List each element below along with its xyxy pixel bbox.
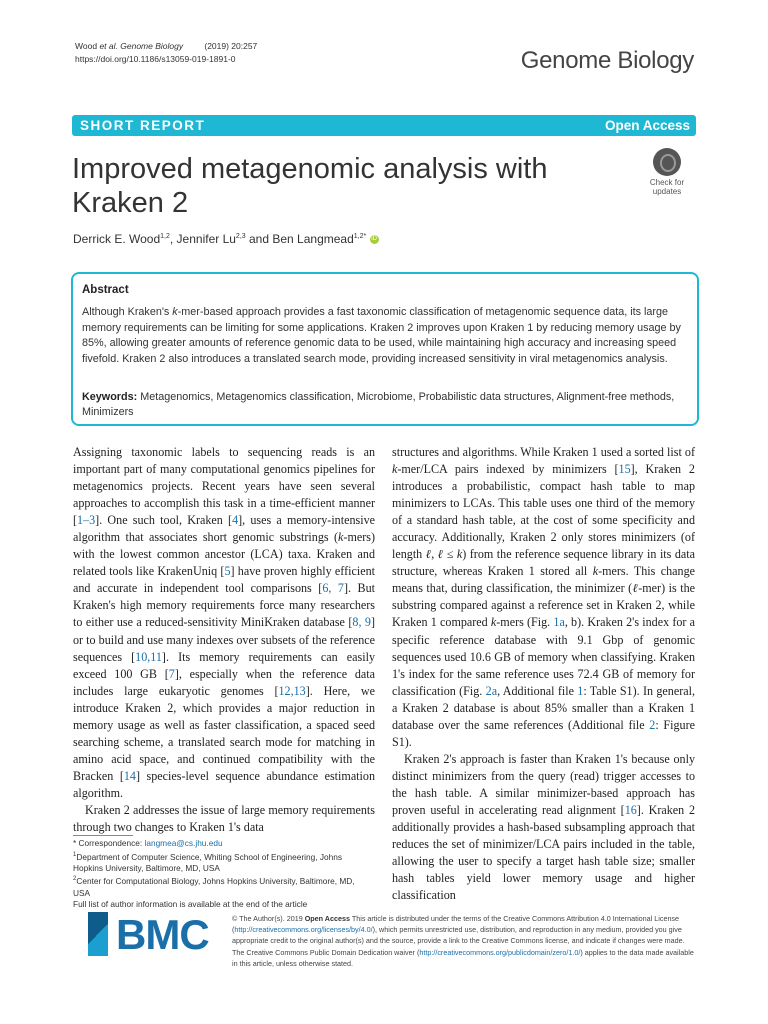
affiliation: $^1$Department of Computer Science, Whiting School of Engineering, Johns Hopkins University, Baltimore, MD, USA [73,851,342,873]
citation-link[interactable]: 7 [168,666,175,681]
citation-link[interactable]: 4 [232,513,239,528]
author-name: Jennifer Lu [176,232,236,246]
open-access-label: Open Access [604,118,690,133]
header-et-al: et al. [99,41,118,51]
check-for-updates-badge[interactable] [641,145,697,201]
footnote-divider [73,835,133,836]
header-year-volume: (2019) 20:257 [204,41,258,51]
keywords [82,390,692,421]
header-journal: Genome Biology [120,41,184,51]
check-for-updates-icon [653,148,681,176]
citation-link[interactable]: 1–3 [77,513,96,528]
author-list [73,232,379,246]
badge-line1: Check for [649,178,685,187]
footnotes [73,838,373,911]
header-doi-link[interactable]: https://doi.org/10.1186/s13059-019-1891-0 [75,54,236,64]
abstract-text: -mer-based approach provides a fast taxonomic classification of metagenomic sequence data, its large memory requirements can be limiting for some applications. Kraken 2 improves upon Kraken 1 by reducing memory usage by 85%, allowing greater amounts of reference genomic data to be used, while maintaining high accuracy and increasing speed fivefold. Kraken 2 also introduces a translated search mode, providing increased sensitivity in viral metagenomics analysis. [82,306,681,365]
citation-link[interactable]: 15 [618,462,631,477]
citation-link[interactable]: 10,11 [135,649,162,664]
bmc-logo-text: BMC [116,911,209,958]
additional-file-link[interactable]: 1 [577,683,584,698]
license-link[interactable]: http://creativecommons.org/publicdomain/zero/1.0/ [419,947,581,957]
bmc-logo-mark [88,912,108,956]
affiliation: $^2$Center for Computational Biology, Johns Hopkins University, Baltimore, MD, USA [73,876,355,898]
figure-link[interactable]: 2a [485,683,498,698]
abstract-text: Although Kraken's [82,306,173,318]
body-column-left [73,444,375,836]
author-name: Ben Langmead [272,232,354,246]
citation-header [75,40,257,66]
header-authors: Wood [75,41,98,51]
paragraph: structures and algorithms. While Kraken 1 used a sorted list of k-mer/LCA pairs indexed by minimizers [15], Kraken 2 introduces a probabilistic, compact hash table to map minimizers to LCAs. This table uses one third of the memory of a standard hash table, at the cost of some specificity and accuracy. Additionally, Kraken 2 only stores minimizers (of length ℓ, ℓ ≤ k) from the reference sequence library in its data structure, whereas Kraken 1 stored all k-mers. This change means that, during classification, the minimizer (ℓ-mer) is the substring compared against a reference set in Kraken 2, while Kraken 1 compared k-mers (Fig. 1a, b). Kraken 2's index for a specific reference database with 9.1 Gbp of genomic sequences used 10.6 GB of memory when classifying. Kraken 1's index for the same reference uses 72.4 GB of memory for classification (Fig. 2a, Additional file 1: Table S1). In general, a Kraken 2 database is about 85% smaller than a Kraken 1 database over the same references (Additional file 2: Figure S1). [392,445,696,749]
author-separator: , [169,232,177,246]
article-type-label: SHORT REPORT [80,118,206,133]
license-statement: © The Author(s). 2019 Open Access This article is distributed under the terms of the Creative Commons Attribution 4.0 International License (http://creativecommons.org/licenses/by/4.0/), which permits unrestricted use, distribution, and reproduction in any medium, provided you give appropriate credit to the original author(s) and the source, provide a link to the Creative Commons license, and indicate if changes were made. The Creative Commons Public Domain Dedication waiver (http://creativecommons.org/publicdomain/zero/1.0/) applies to the data made available in this article, unless otherwise stated. [232,914,694,968]
citation-link[interactable]: 5 [224,564,231,579]
paragraph: Kraken 2's approach is faster than Kraken 1's because only distinct minimizers from the query (read) trigger accesses to the hash table. A similar minimizer-based approach has proven useful in accelerating read alignment [16]. Kraken 2 additionally provides a hash-based subsampling approach that reduces the set of minimizer/LCA pairs included in the table, allowing the user to specify a target hash table size; smaller hash tables yield lower memory usage and higher classification [392,751,695,903]
keywords-label: Keywords: [82,391,138,403]
author-separator: and [245,232,273,246]
paragraph: Kraken 2 addresses the issue of large memory requirements through two changes to Kraken 1's data [73,802,375,835]
correspondence: * Correspondence: langmea@cs.jhu.edu [73,838,223,848]
author-affiliation-sup: 1,2* [353,233,367,240]
citation-link[interactable]: 8, 9 [352,615,371,630]
figure-link[interactable]: 1a [553,615,565,630]
citation-link[interactable]: 16 [624,802,637,817]
body-column-right [392,444,695,904]
citation-link[interactable]: 12,13 [278,683,306,698]
author-affiliation-sup: 2,3 [235,233,246,240]
article-type-banner [72,115,696,136]
author-info-note: Full list of author information is available at the end of the article [73,899,308,910]
citation-link[interactable]: 14 [123,768,136,783]
citation-link[interactable]: 6, 7 [322,581,344,596]
badge-line2: updates [652,186,682,196]
abstract-heading: Abstract [82,284,129,296]
keywords-list: Metagenomics, Metagenomics classification, Microbiome, Probabilistic data structures, Alignment-free methods, Minimizers [82,391,675,419]
abstract-italic: k [172,306,178,318]
author-name: Derrick E. Wood [73,232,161,246]
abstract-box [71,272,699,426]
abstract-body [82,305,692,367]
journal-logo[interactable]: Genome Biology [520,47,694,74]
additional-file-link[interactable]: 2 [649,717,656,732]
author-affiliation-sup: 1,2 [160,233,170,240]
bmc-logo[interactable] [84,911,209,958]
correspondence-email[interactable]: langmea@cs.jhu.edu [144,838,223,848]
orcid-icon[interactable]: iD [371,236,377,243]
article-title: Improved metagenomic analysis with Kraken 2 [72,153,548,219]
paragraph: Assigning taxonomic labels to sequencing reads is an important part of many computational genomics pipelines for metagenomics projects. Recent years have seen several approaches to accomplish this task in a time-efficient manner [1–3]. One such tool, Kraken [4], uses a memory-intensive algorithm that associates short genomic substrings (k-mers) with the lowest common ancestor (LCA) taxa. Kraken and related tools like KrakenUniq [5] have proven highly efficient and accurate in independent tool comparisons [6, 7]. But Kraken's high memory requirements force many researchers to either use a reduced-sensitivity MiniKraken database [8, 9] or to build and use many indexes over subsets of the reference sequences [10,11]. Its memory requirements can easily exceed 100 GB [7], especially when the reference data includes large eukaryotic genomes [12,13]. Here, we introduce Kraken 2, which provides a major reduction in memory usage as well as faster classification, a spaced seed searching scheme, a translated search mode for matching in amino acid space, and continued compatibility with the Bracken [14] species-level sequence abundance estimation algorithm. [73,445,375,800]
license-link[interactable]: http://creativecommons.org/licenses/by/4.0/ [234,925,373,935]
